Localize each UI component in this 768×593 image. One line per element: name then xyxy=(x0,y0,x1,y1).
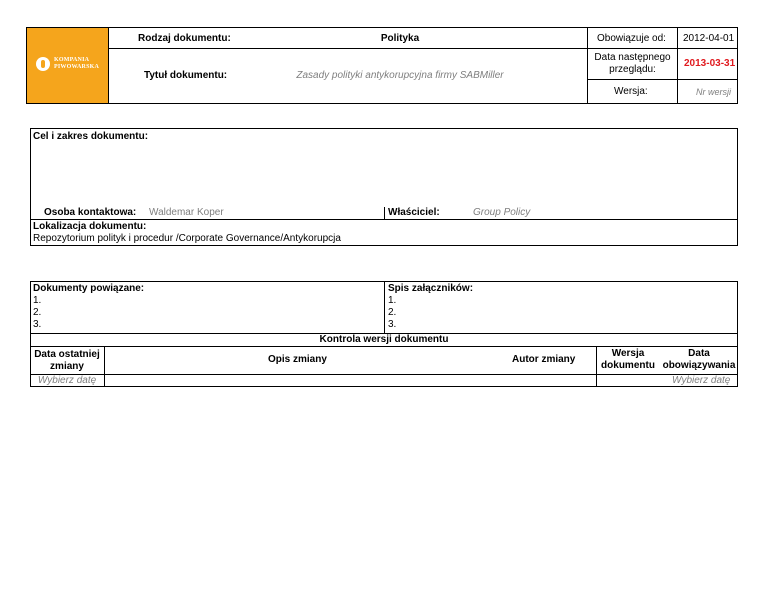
next-review-label-line1: Data następnego xyxy=(594,52,671,63)
attachments-label: Spis załączników: xyxy=(388,283,474,294)
version-value: Nr wersji xyxy=(696,87,731,97)
location-value: Repozytorium polityk i procedur /Corporate Governance/Antykorupcja xyxy=(33,233,341,244)
divider xyxy=(384,207,385,219)
divider xyxy=(30,374,738,375)
col-description: Opis zmiany xyxy=(268,354,327,365)
attachment-item: 3. xyxy=(388,319,397,330)
next-review-value: 2013-03-31 xyxy=(684,58,736,69)
divider xyxy=(384,281,385,333)
col-effective-line1: Data xyxy=(688,348,710,359)
related-item: 1. xyxy=(33,295,42,306)
version-label: Wersja: xyxy=(614,86,648,97)
purpose-label: Cel i zakres dokumentu: xyxy=(33,131,149,142)
owner-label: Właściciel: xyxy=(388,207,440,218)
related-label: Dokumenty powiązane: xyxy=(33,283,145,294)
attachment-item: 2. xyxy=(388,307,397,318)
divider xyxy=(30,219,738,220)
col-last-change-line2: zmiany xyxy=(50,361,84,372)
divider xyxy=(30,346,738,347)
contact-label: Osoba kontaktowa: xyxy=(44,207,137,218)
divider xyxy=(677,27,678,104)
contact-value: Waldemar Koper xyxy=(149,207,224,218)
divider xyxy=(108,48,738,49)
next-review-label-line2: przeglądu: xyxy=(609,64,656,75)
last-change-date-picker[interactable]: Wybierz datę xyxy=(37,375,97,386)
doc-title-label: Tytuł dokumentu: xyxy=(144,70,228,81)
divider xyxy=(104,346,105,387)
version-control-title: Kontrola wersji dokumentu xyxy=(319,334,449,345)
divider xyxy=(587,79,738,80)
divider xyxy=(108,27,109,104)
doc-title-value: Zasady polityki antykorupcyjna firmy SABMiller xyxy=(296,70,504,81)
col-last-change-line1: Data ostatniej xyxy=(34,349,100,360)
owner-value: Group Policy xyxy=(473,207,531,218)
effective-date-picker[interactable]: Wybierz datę xyxy=(672,375,731,386)
col-version-line2: dokumentu xyxy=(601,360,655,371)
doc-type-label: Rodzaj dokumentu: xyxy=(138,33,231,44)
valid-from-label: Obowiązuje od: xyxy=(597,33,666,44)
valid-from-value: 2012-04-01 xyxy=(683,33,735,44)
col-version-line1: Wersja xyxy=(611,348,645,359)
logo-text-line2: PIWOWARSKA xyxy=(54,64,100,70)
logo-text-line1: KOMPANIA xyxy=(54,57,90,63)
related-item: 3. xyxy=(33,319,42,330)
attachment-item: 1. xyxy=(388,295,397,306)
col-author: Autor zmiany xyxy=(512,354,576,365)
location-label: Lokalizacja dokumentu: xyxy=(33,221,147,232)
col-effective-line2: obowiązywania xyxy=(662,360,736,371)
related-item: 2. xyxy=(33,307,42,318)
doc-type-value: Polityka xyxy=(380,33,420,44)
